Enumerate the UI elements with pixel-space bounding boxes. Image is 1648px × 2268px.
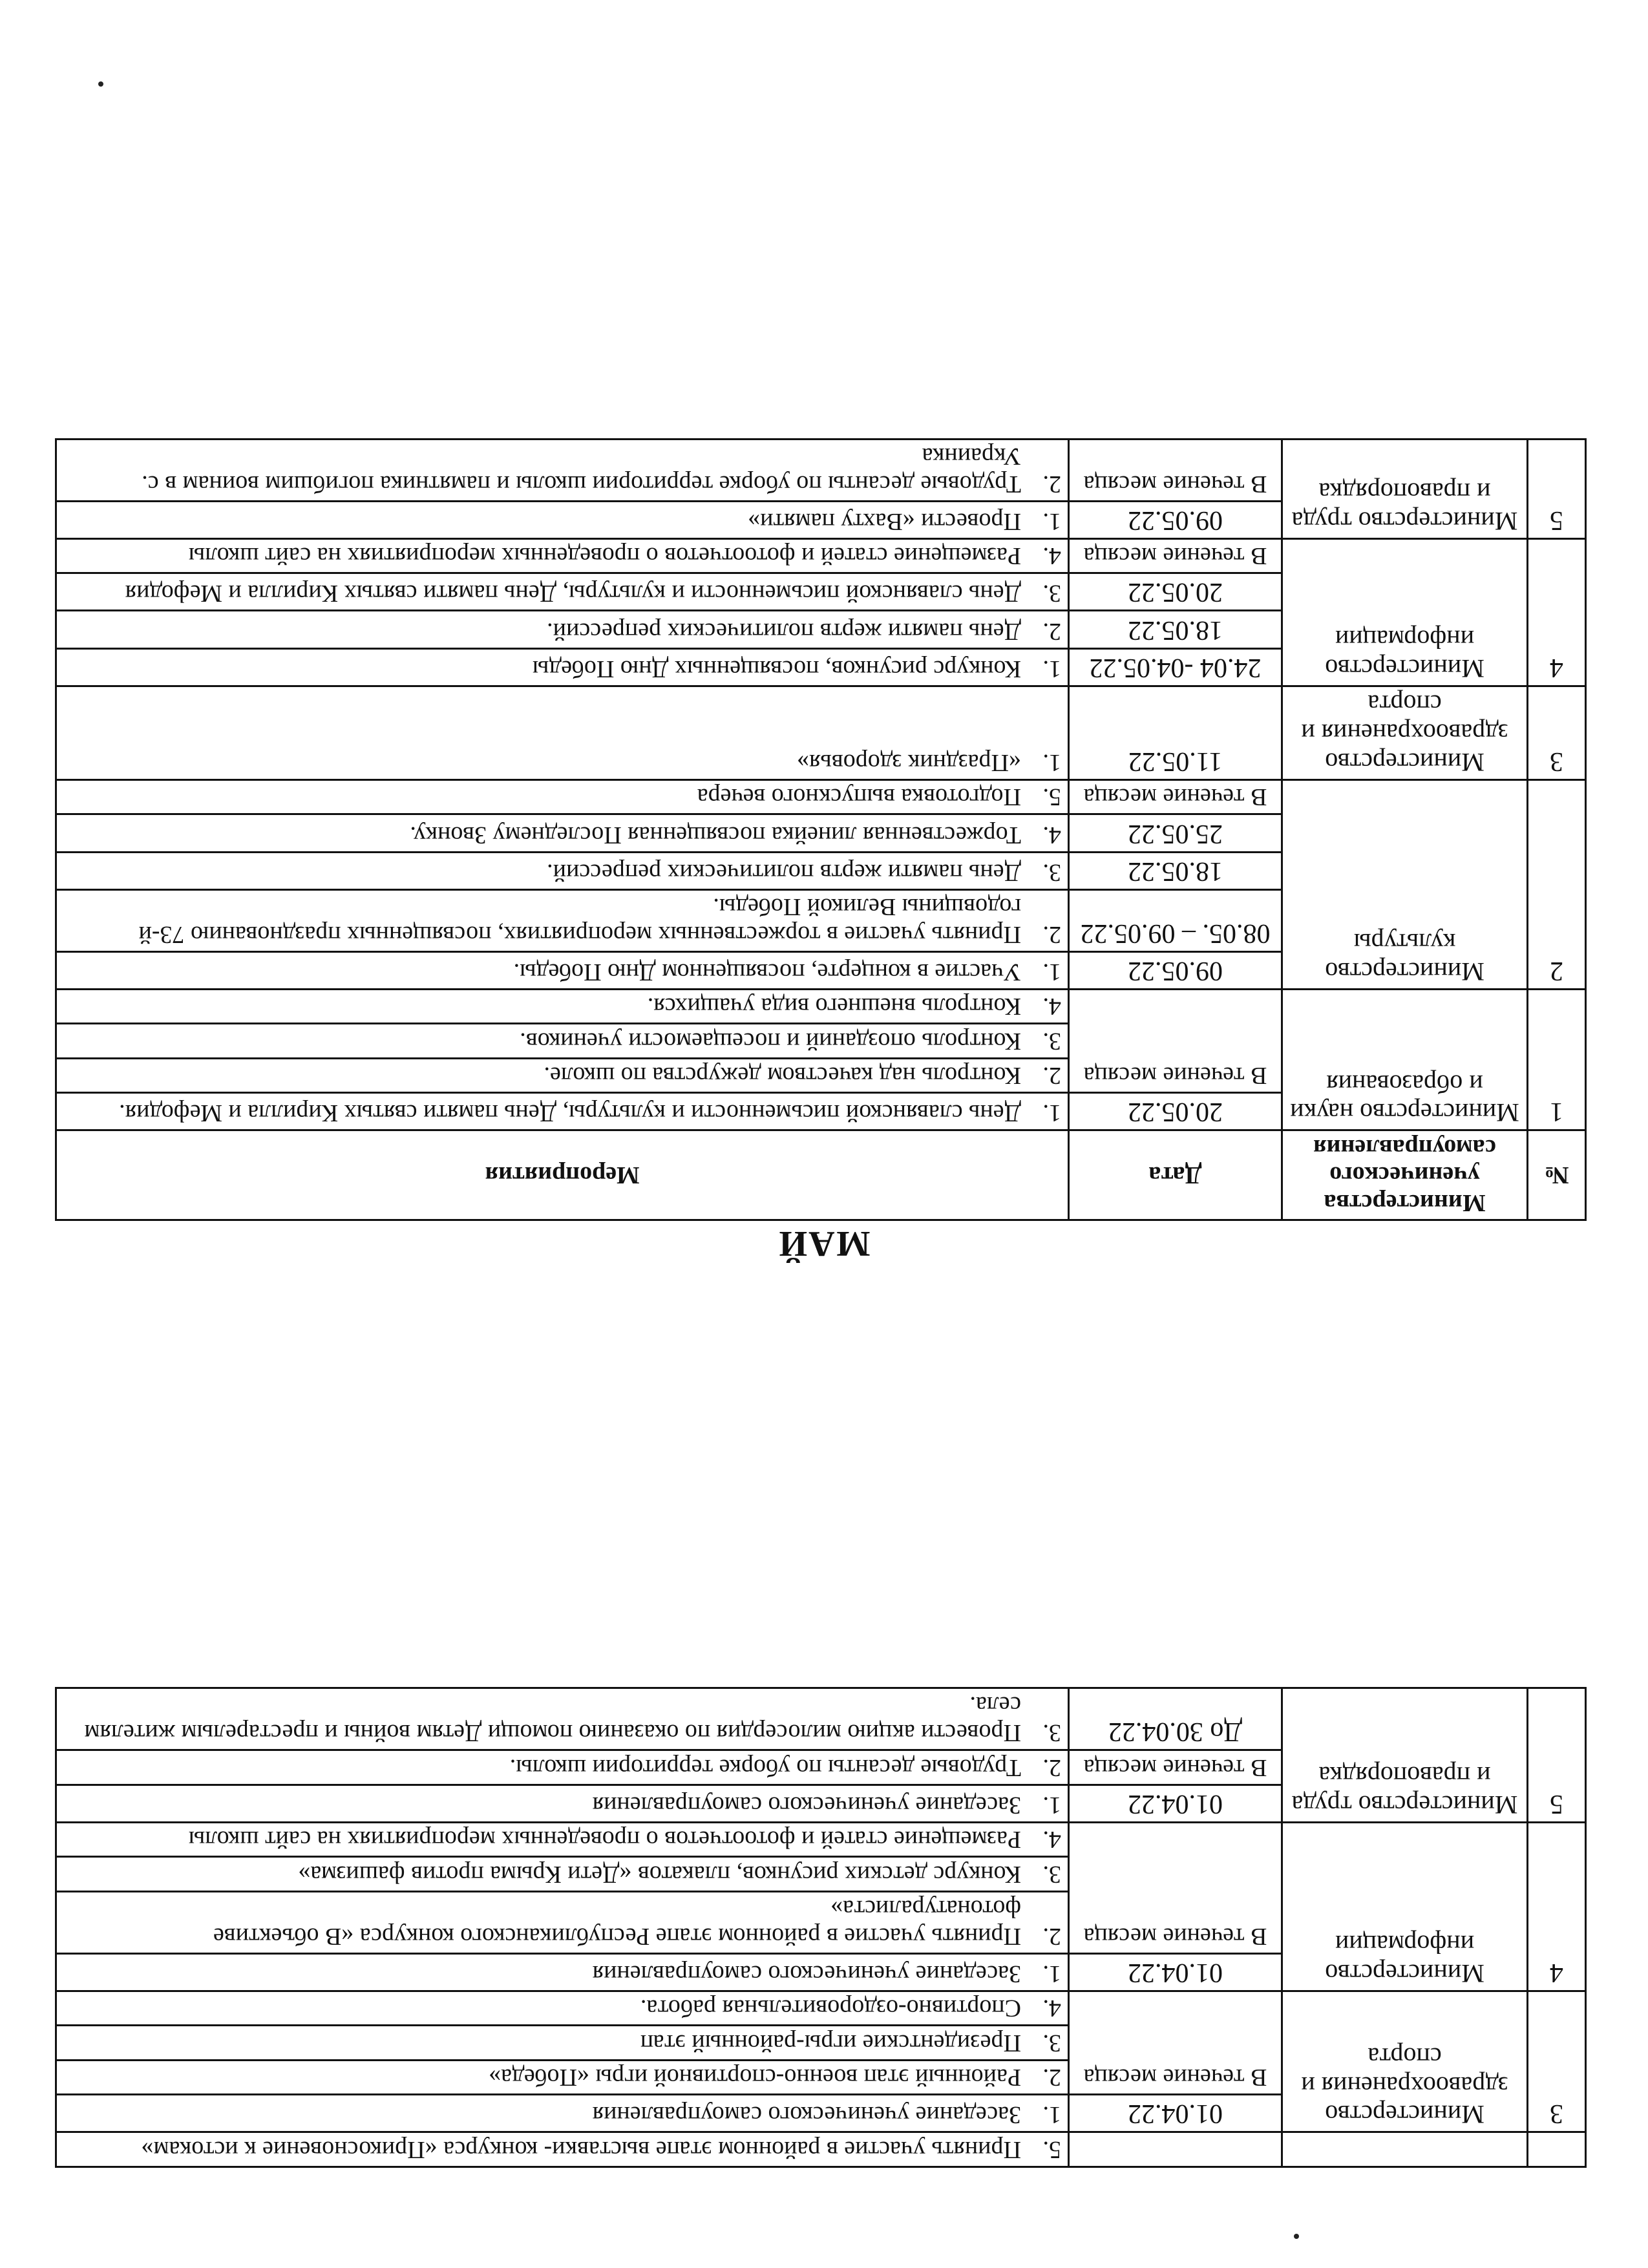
- row-number: 4: [1528, 538, 1586, 686]
- april-plan-table: [55, 1687, 1587, 2168]
- row-number: 2: [1528, 779, 1586, 989]
- event-date: В течение месяца: [1069, 779, 1282, 814]
- row-number: 1: [1528, 989, 1586, 1130]
- table-row: 3.Президентские игры-районный этап: [56, 2026, 1586, 2061]
- table-row: В течение месяца 2.Районный этап военно-спортивной игры «Победа»: [56, 2060, 1586, 2095]
- event-date: В течение месяца: [1069, 1822, 1282, 1953]
- event-text: Заседание ученического самоуправления: [592, 1791, 1021, 1819]
- event-text: Провести «Вахту памяти»: [748, 507, 1021, 535]
- ministry-name: Министерство информации: [1282, 1822, 1528, 1991]
- table-row: 5.Принять участие в районном этапе выставки- конкурса «Прикосновение к истокам»: [56, 2132, 1586, 2167]
- header-event: Мероприятия: [56, 1130, 1069, 1220]
- event-date: 01.04.22: [1069, 1953, 1282, 1991]
- table-row: В течение месяца 2.Контроль над качеством дежурства по школе.: [56, 1058, 1586, 1093]
- event-text: Президентские игры-районный этап: [640, 2029, 1021, 2057]
- table-row: До 30.04.22 3.Провести акцию милосердия по оказанию помощи Детям войны и престарелым жителям села.: [56, 1688, 1586, 1750]
- table-row: 4.Контроль внешнего вида учащихся.: [56, 989, 1586, 1024]
- event-text: Принять участие в торжественных мероприятиях, посвященных празднованию 73-й годовщины Великой Победы.: [138, 893, 1021, 948]
- may-plan-table: [55, 438, 1587, 1221]
- event-text: Конкурс детских рисунков, плакатов «Дети Крыма против фашизма»: [298, 1860, 1021, 1888]
- event-date: 01.04.22: [1069, 1785, 1282, 1822]
- event-text: Торжественная линейка посвященная Последнему Звонку.: [410, 821, 1021, 849]
- event-text: Подготовка выпускного вечера: [697, 783, 1021, 811]
- event-date: В течение месяца: [1069, 989, 1282, 1093]
- table-row: 25.05.22 4.Торжественная линейка посвященная Последнему Звонку.: [56, 814, 1586, 852]
- row-number: 3: [1528, 686, 1586, 779]
- event-text: «Праздник здоровья»: [796, 748, 1021, 776]
- event-text: Принять участие в районном этапе выставки- конкурса «Прикосновение к истокам»: [141, 2136, 1021, 2163]
- table-row: В течение месяца 2.Трудовые десанты по уборке территории школы.: [56, 1750, 1586, 1785]
- event-date: 18.05.22: [1069, 852, 1282, 889]
- table-row: В течение месяца 2.Принять участие в районном этапе Республиканского конкурса «В объективе фотонатуралиста»: [56, 1891, 1586, 1953]
- event-date: 24.04 -04.05.22: [1069, 648, 1282, 686]
- event-text: Провести акцию милосердия по оказанию помощи Детям войны и престарелым жителям села.: [84, 1691, 1021, 1746]
- row-number: 4: [1528, 1822, 1586, 1991]
- table-row: 20.05.22 3.День славянской письменности и культуры, День памяти святых Кирилла и Мефодия: [56, 573, 1586, 611]
- header-ministry: Министерства ученического самоуправления: [1282, 1130, 1528, 1220]
- event-date: 09.05.22: [1069, 501, 1282, 538]
- table-row: 08.05. – 09.05.22 2.Принять участие в торжественных мероприятиях, посвященных празднованию 73-й годовщины Великой Победы.: [56, 889, 1586, 951]
- ministry-name: Министерство информации: [1282, 538, 1528, 686]
- event-date: В течение месяца: [1069, 1991, 1282, 2095]
- event-date: 01.04.22: [1069, 2095, 1282, 2132]
- event-date: 20.05.22: [1069, 1093, 1282, 1130]
- row-number: 5: [1528, 439, 1586, 538]
- ministry-name: Министерство труда и правопорядка: [1282, 1688, 1528, 1822]
- table-row: В течение месяца 4.Размещение статей и фотоотчетов о проведенных мероприятиях на сайт школы: [56, 538, 1586, 573]
- event-date: 18.05.22: [1069, 611, 1282, 648]
- month-heading: МАЙ: [777, 1224, 871, 1264]
- row-number: 3: [1528, 1991, 1586, 2132]
- event-text: Размещение статей и фотоотчетов о проведенных мероприятиях на сайт школы: [188, 542, 1021, 570]
- event-text: День славянской письменности и культуры, День памяти святых Кирилла и Мефодия.: [119, 1099, 1021, 1127]
- event-text: Заседание ученического самоуправления: [592, 1960, 1021, 1987]
- event-date: 09.05.22: [1069, 951, 1282, 989]
- event-text: Трудовые десанты по уборке территории школы.: [509, 1754, 1021, 1781]
- table-row: 2 Министерство культуры 09.05.22 1.Участие в концерте, посвященном Дню Победы.: [56, 951, 1586, 989]
- row-number: 5: [1528, 1688, 1586, 1822]
- table-row: 3 Министерство здравоохранения и спорта 11.05.22 1.«Праздник здоровья»: [56, 686, 1586, 779]
- table-row: 4.Размещение статей и фотоотчетов о проведенных мероприятиях на сайт школы: [56, 1822, 1586, 1857]
- table-row: В течение месяца 5.Подготовка выпускного вечера: [56, 779, 1586, 814]
- table-header-row: [56, 1130, 1586, 1220]
- scan-speck: [1294, 2234, 1299, 2239]
- scan-speck: [98, 81, 103, 87]
- event-date: В течение месяца: [1069, 439, 1282, 501]
- event-text: Участие в концерте, посвященном Дню Победы.: [513, 958, 1021, 986]
- table-row: 4 Министерство информации 01.04.22 1.Заседание ученического самоуправления: [56, 1953, 1586, 1991]
- event-text: Спортивно-оздоровительная работа.: [640, 1995, 1021, 2022]
- ministry-name: Министерство здравоохранения и спорта: [1282, 1991, 1528, 2132]
- event-date: 11.05.22: [1069, 686, 1282, 779]
- header-date: Дата: [1069, 1130, 1282, 1220]
- event-date: 25.05.22: [1069, 814, 1282, 852]
- event-date: 08.05. – 09.05.22: [1069, 889, 1282, 951]
- event-text: День памяти жертв политических репрессий.: [547, 617, 1021, 645]
- header-number: №: [1528, 1130, 1586, 1220]
- ministry-name: Министерство науки и образования: [1282, 989, 1528, 1130]
- ministry-name: Министерство труда и правопорядка: [1282, 439, 1528, 538]
- event-date: До 30.04.22: [1069, 1688, 1282, 1750]
- table-row: 5 Министерство труда и правопорядка 09.05.22 1.Провести «Вахту памяти»: [56, 501, 1586, 538]
- event-text: День памяти жертв политических репрессий.: [547, 858, 1021, 886]
- table-row: 3.Контроль опозданий и посещаемости учеников.: [56, 1024, 1586, 1059]
- event-text: Контроль над качеством дежурства по школе.: [544, 1062, 1021, 1090]
- event-text: Контроль опозданий и посещаемости учеников.: [520, 1027, 1021, 1055]
- table-row: 18.05.22 2.День памяти жертв политических репрессий.: [56, 611, 1586, 648]
- ministry-name: Министерство культуры: [1282, 779, 1528, 989]
- event-text: Размещение статей и фотоотчетов о проведенных мероприятиях на сайт школы: [188, 1826, 1021, 1854]
- table-row: 1 Министерство науки и образования 20.05.22 1.День славянской письменности и культуры, День памяти святых Кирилла и Мефодия.: [56, 1093, 1586, 1130]
- ministry-name: Министерство здравоохранения и спорта: [1282, 686, 1528, 779]
- event-date: 20.05.22: [1069, 573, 1282, 611]
- event-text: Районный этап военно-спортивной игры «Победа»: [489, 2064, 1021, 2092]
- event-text: День славянской письменности и культуры, День памяти святых Кирилла и Мефодия: [125, 580, 1021, 608]
- event-date: В течение месяца: [1069, 1750, 1282, 1785]
- table-row: 5 Министерство труда и правопорядка 01.04.22 1.Заседание ученического самоуправления: [56, 1785, 1586, 1822]
- table-row: 18.05.22 3.День памяти жертв политических репрессий.: [56, 852, 1586, 889]
- table-row: 4.Спортивно-оздоровительная работа.: [56, 1991, 1586, 2026]
- table-row: В течение месяца 2.Трудовые десанты по уборке территории школы и памятника погибшим воинам в с. Украинка: [56, 439, 1586, 501]
- table-row: 3 Министерство здравоохранения и спорта 01.04.22 1.Заседание ученического самоуправления: [56, 2095, 1586, 2132]
- table-row: 4 Министерство информации 24.04 -04.05.22 1.Конкурс рисунков, посвященных Дню Победы: [56, 648, 1586, 686]
- event-text: Трудовые десанты по уборке территории школы и памятника погибшим воинам в с. Украинка: [142, 443, 1021, 498]
- event-text: Заседание ученического самоуправления: [592, 2101, 1021, 2129]
- event-date: В течение месяца: [1069, 538, 1282, 573]
- event-text: Конкурс рисунков, посвященных Дню Победы: [532, 655, 1021, 683]
- table-row: 3.Конкурс детских рисунков, плакатов «Дети Крыма против фашизма»: [56, 1857, 1586, 1892]
- event-text: Контроль внешнего вида учащихся.: [647, 993, 1021, 1021]
- event-text: Принять участие в районном этапе Республиканского конкурса «В объективе фотонатуралиста»: [213, 1895, 1021, 1950]
